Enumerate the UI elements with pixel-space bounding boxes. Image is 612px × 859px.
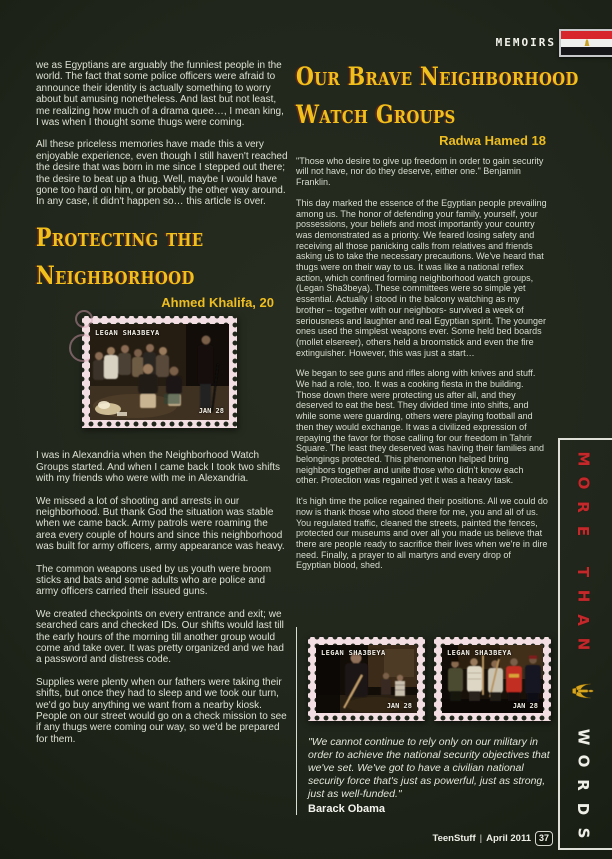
eagle-emblem-icon bbox=[571, 681, 595, 701]
stamp-label: LEGAN SHA3BEYA bbox=[95, 329, 160, 338]
quote-section bbox=[296, 627, 554, 815]
body-paragraph: This day marked the essence of the Egyptian people prevailing among us. The honor of defending your family, yourself, your possessions, your beliefs and most importantly your country was demonstrated as a priority. We feared losing safety and receiving all those panicking calls from relatives and friends asking us to take the necessary precautions. We've heard that thugs were on their way to us. It was like a national reflex action, which confined forming neighborhood watch groups, (Legan Sha3beya). These committees were so simple yet essential. Actually I stood in the balcony watching as my brother – together with our neighbors- survived a week of seriousness and laughter and real Egyptian spirit. The younger ones used the simplest weapons ever. Some held bed boards (mollet elsereer), others held a broomstick and even the fire extinguisher. However, this was just a start… bbox=[296, 197, 547, 358]
sidebar-word-than: T H A N bbox=[573, 567, 592, 651]
left-article-byline: Ahmed Khalifa, 20 bbox=[161, 294, 274, 310]
sidebar-word-words: W O R D S bbox=[573, 728, 592, 839]
footer-divider: | bbox=[479, 833, 483, 844]
quote-author: Barack Obama bbox=[308, 803, 386, 815]
body-paragraph: All these priceless memories have made this a very enjoyable experience, even though I still haven't reached the desire that was born in me since I stepped out there; the desire to beat up a thug. Well, maybe I would have gone too hard on him, or probably the other way around. In any case, it didn't happen so… this article is over. bbox=[36, 139, 288, 208]
body-paragraph: I was in Alexandria when the Neighborhood Watch Groups started. And when I came back I took two shifts with my friends who were with me in Alexandria. bbox=[36, 450, 281, 485]
stamp-date: JAN 28 bbox=[198, 406, 224, 415]
body-paragraph: "Those who desire to give up freedom in order to gain security will not have, nor do they deserve, either one." Benjamin Franklin. bbox=[296, 155, 544, 188]
obama-quote: "We cannot continue to rely only on our military in order to achieve the national security objectives that we've set. We've got to have a civilian national security force that's just as powerful, just as strong, just as well-funded." bbox=[308, 736, 550, 800]
stamp-date: JAN 28 bbox=[386, 702, 412, 710]
flag-red-stripe bbox=[561, 31, 612, 39]
body-paragraph: We began to see guns and rifles along with knives and stuff. We had a role, too. It was a cooking fiesta in the building. Those down there were protecting us after all, and they deserved to eat the best. They divided time into shifts, and while some were guarding, others were playing football and then they would exchange. It was a civilized expression of repaying the favor for those calling for our freedom in Tahrir Square. The least they deserved was having their families and belongings protected. This phenomenon helped bring neighbors together and unite those who didn't know each other. Protection was regained yet it was a heavy task. bbox=[296, 368, 544, 486]
stamp-photo-scene bbox=[90, 324, 229, 420]
sidebar-word-more: M O R E bbox=[573, 451, 592, 537]
body-paragraph: We created checkpoints on every entrance and exit; we searched cars and checked IDs. Our shifts would last till the early hours of the morning till another group would come and take over. It was pretty organized and we had a password and distress code. bbox=[36, 608, 284, 666]
left-column bbox=[36, 60, 288, 756]
right-article-byline: Radwa Hamed 18 bbox=[439, 133, 546, 148]
stamp-photo-scene bbox=[442, 645, 543, 713]
footer-magazine-title: TeenStuff bbox=[432, 833, 476, 844]
body-paragraph: It's high time the police regained their positions. All we could do now is thank those who stood there for me, you and all of us. You regulated traffic, cleaned the streets, painted the fences, protected our museums and over all you made us believe that there are people ready to sacrifice their lives when we're in dire need. Finally, a prayer to all martyrs and every drop of Egyptian blood, shed. bbox=[296, 496, 548, 571]
flag-eagle-icon bbox=[584, 39, 590, 47]
sidebar-rule-bottom bbox=[558, 848, 612, 850]
section-label: MEMOIRS bbox=[495, 36, 556, 49]
flag-black-stripe bbox=[561, 47, 612, 55]
stamp-photo-scene bbox=[316, 645, 417, 713]
flag-white-stripe bbox=[561, 39, 612, 47]
body-paragraph: The common weapons used by us youth were broom sticks and bats and some adults who are police and army officers carried their issued guns. bbox=[36, 563, 272, 598]
sidebar-more-than-words bbox=[569, 452, 597, 840]
right-column bbox=[296, 58, 579, 581]
stamp-photo-3 bbox=[434, 637, 551, 721]
stamps-row bbox=[308, 637, 554, 721]
footer-issue: April 2011 bbox=[486, 833, 531, 844]
sidebar-rule-vertical bbox=[558, 438, 560, 850]
egypt-flag-icon bbox=[559, 29, 612, 57]
sidebar-rule-top bbox=[558, 438, 612, 440]
stamp-photo-1 bbox=[82, 316, 237, 428]
body-paragraph: we as Egyptians are arguably the funniest people in the world. The fact that some police officers were afraid to announce their identity is actually something to worry about but amusing nonetheless. And last but not least, me realizing how much of a drama quee…, I mean king, I was when I thought some thugs were coming. bbox=[36, 60, 284, 129]
stamp-date: JAN 28 bbox=[512, 702, 538, 710]
body-paragraph: Supplies were plenty when our fathers were taking their shifts, but once they had to sleep and we took our turn, we'd go buy anything we want from a nearby kiosk. People on our street would go on a check mission to see if any thugs were coming our way, so we'd be prepared for them. bbox=[36, 676, 287, 745]
left-article-title: Protecting the Neighborhood bbox=[36, 222, 204, 290]
right-article-title: Our Brave Neighborhood Watch Groups bbox=[296, 62, 579, 129]
stamp-label: LEGAN SHA3BEYA bbox=[321, 649, 386, 657]
body-paragraph: We missed a lot of shooting and arrests in our neighborhood. But thank God the situation was stable when we came back. Army patrols were roaming the area every couple of hours and since this neighborhood was built for army officers, army appearance was heavy. bbox=[36, 495, 285, 553]
stamp-photo-2 bbox=[308, 637, 425, 721]
page-number: 37 bbox=[535, 831, 553, 846]
page-footer bbox=[433, 831, 553, 846]
stamp-label: LEGAN SHA3BEYA bbox=[447, 649, 512, 657]
